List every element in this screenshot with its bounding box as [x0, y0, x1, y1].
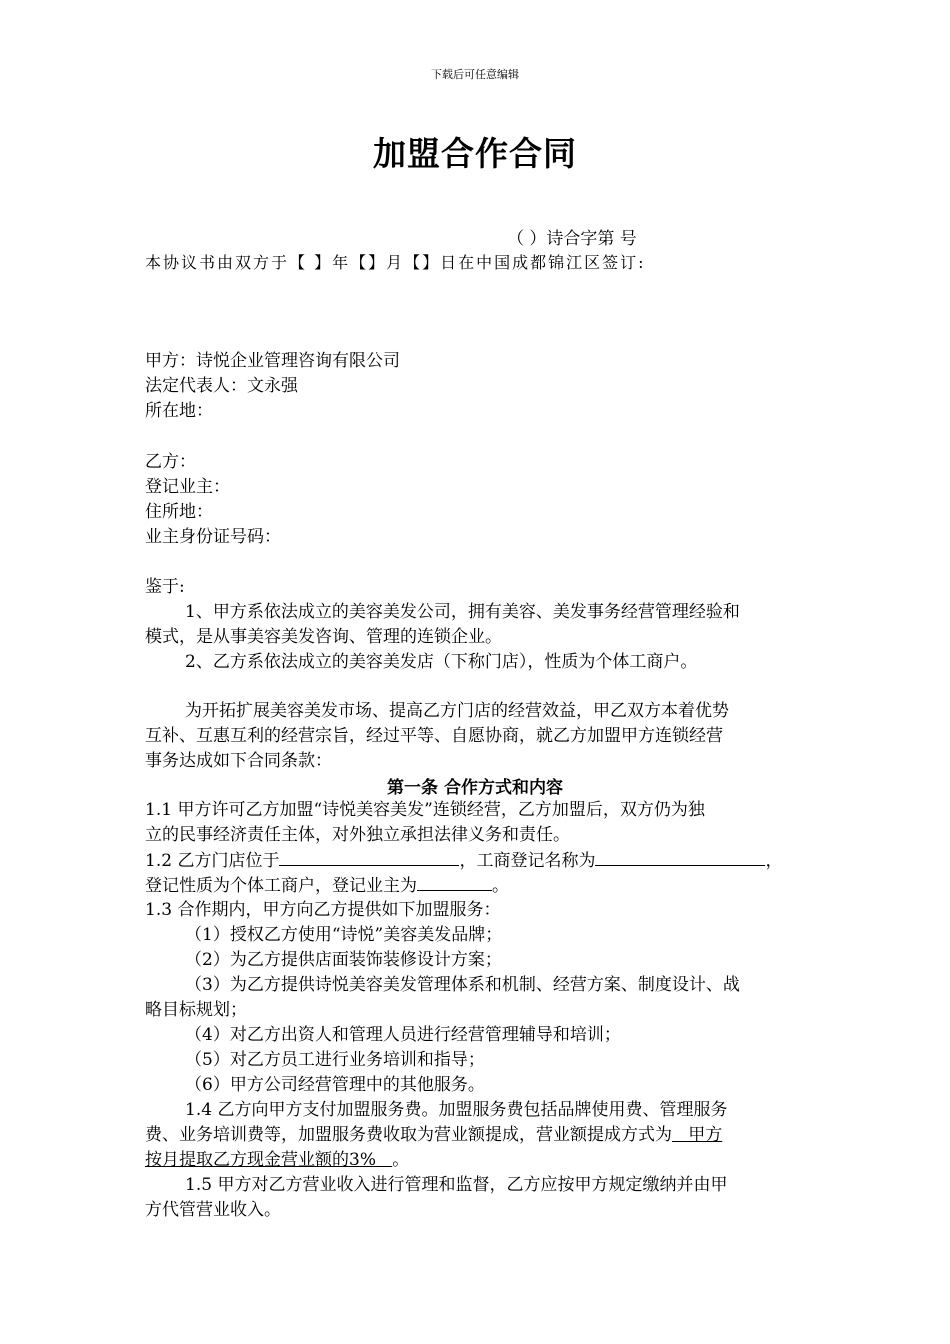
registered-owner-blank [417, 873, 492, 891]
clause-1-1-line-1: 1.1 甲方许可乙方加盟“诗悦美容美发”连锁经营，乙方加盟后，双方仍为独 [145, 800, 705, 820]
clause-1-2-text-e: 。 [492, 876, 509, 896]
service-item-3-line-2: 略目标规划； [145, 1000, 247, 1020]
clause-1-2-text-a: 1.2 乙方门店位于 [145, 851, 280, 871]
whereas-item-1-line-1: 1、甲方系依法成立的美容美发公司，拥有美容、美发事务经营管理经验和 [185, 602, 740, 622]
service-item-2: （2）为乙方提供店面装饰装修设计方案； [185, 950, 502, 970]
document-title: 加盟合作合同 [373, 134, 577, 173]
party-b-id-number: 业主身份证号码： [145, 527, 281, 547]
clause-1-4-line-1: 1.4 乙方向甲方支付加盟服务费。加盟服务费包括品牌使用费、管理服务 [185, 1100, 728, 1120]
service-item-1: （1）授权乙方使用“诗悦”美容美发品牌； [185, 925, 503, 945]
clause-1-2-line-1 [145, 848, 782, 873]
registered-name-blank [595, 848, 765, 866]
party-b-owner: 登记业主： [145, 477, 230, 497]
party-b-address: 住所地： [145, 502, 213, 522]
service-item-3-line-1: （3）为乙方提供诗悦美容美发管理体系和机制、经营方案、制度设计、战 [185, 975, 740, 995]
store-location-blank [279, 848, 459, 866]
whereas-item-2: 2、乙方系依法成立的美容美发店（下称门店），性质为个体工商户。 [185, 652, 698, 672]
service-item-6: （6）甲方公司经营管理中的其他服务。 [185, 1075, 485, 1095]
clause-1-4-text-b: 。 [392, 1150, 410, 1170]
party-a-address: 所在地： [145, 401, 213, 421]
contract-number: （ ）诗合字第 号 [507, 229, 637, 249]
whereas-item-1-line-2: 模式，是从事美容美发咨询、管理的连锁企业。 [145, 627, 502, 647]
preamble-line-3: 事务达成如下合同条款： [145, 751, 332, 771]
whereas-label: 鉴于: [145, 577, 185, 597]
party-a-name: 甲方：诗悦企业管理咨询有限公司 [145, 351, 400, 371]
clause-1-2-text-d: 登记性质为个体工商户，登记业主为 [145, 876, 417, 896]
service-item-5: （5）对乙方员工进行业务培训和指导； [185, 1050, 485, 1070]
party-b-name: 乙方： [145, 452, 196, 472]
service-item-4: （4）对乙方出资人和管理人员进行经营管理辅导和培训； [185, 1025, 621, 1045]
clause-1-2-text-b: ，工商登记名称为 [459, 851, 596, 871]
clause-1-2-text-c: ， [765, 851, 783, 871]
clause-1-1-line-2: 立的民事经济责任主体，对外独立承担法律义务和责任。 [145, 825, 570, 845]
clause-1-4-line-2 [145, 1123, 722, 1147]
clause-1-2-line-2 [145, 873, 509, 898]
header-note: 下载后可任意编辑 [431, 68, 519, 81]
clause-1-5-line-1: 1.5 甲方对乙方营业收入进行管理和监督，乙方应按甲方规定缴纳并由甲 [185, 1175, 728, 1195]
clause-1-4-line-3 [145, 1148, 409, 1172]
section-1-title: 第一条 合作方式和内容 [387, 778, 563, 798]
clause-1-5-line-2: 方代管营业收入。 [145, 1200, 281, 1220]
clause-1-4-text-a: 费、业务培训费等，加盟服务费收取为营业额提成，营业额提成方式为 [145, 1125, 672, 1145]
party-a-representative: 法定代表人：文永强 [145, 376, 298, 396]
preamble-line-2: 互补、互惠互利的经营宗旨，经过平等、自愿协商，就乙方加盟甲方连锁经营 [145, 726, 723, 746]
preamble-line-1: 为开拓扩展美容美发市场、提高乙方门店的经营效益，甲乙双方本着优势 [185, 701, 729, 721]
commission-method-text-2: 按月提取乙方现金营业额的3% [145, 1150, 393, 1170]
clause-1-3: 1.3 合作期内，甲方向乙方提供如下加盟服务： [145, 900, 501, 920]
signing-line: 本协议书由双方于【 】年【】月【】日在中国成都锦江区签订: [145, 253, 646, 272]
commission-method-text-1: 甲方 [672, 1125, 723, 1145]
